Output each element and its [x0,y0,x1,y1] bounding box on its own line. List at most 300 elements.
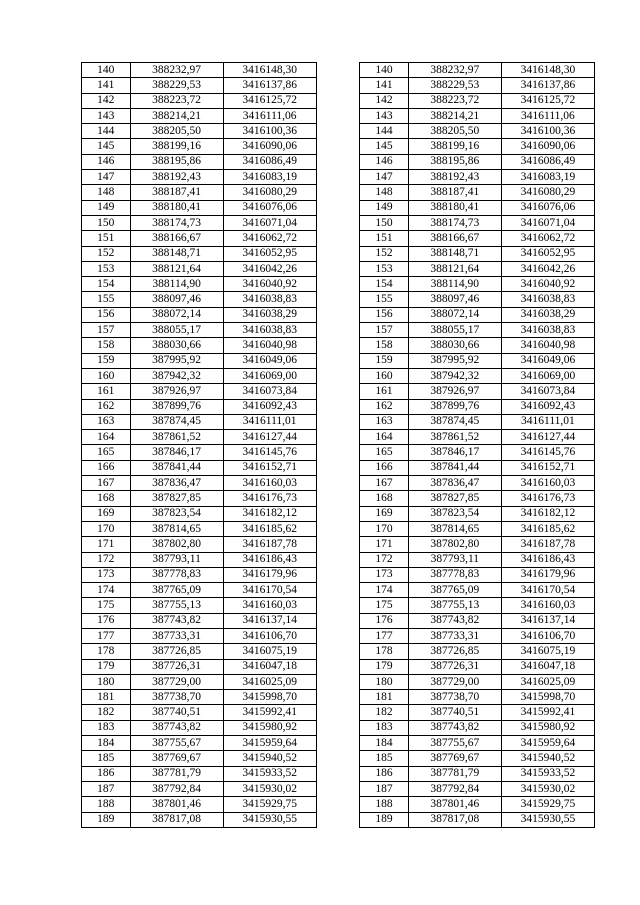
left-x-coordinate: 388180,41 [130,200,223,215]
left-x-coordinate: 387740,51 [130,705,223,720]
left-y-coordinate: 3416106,70 [223,628,316,643]
column-gap [316,491,360,506]
left-x-coordinate: 387738,70 [130,690,223,705]
table-row [82,781,595,796]
left-x-coordinate: 387861,52 [130,430,223,445]
right-x-coordinate: 387823,54 [408,506,501,521]
right-x-coordinate: 387793,11 [408,552,501,567]
column-gap [316,567,360,582]
table-row [82,445,595,460]
right-point-number: 148 [360,185,409,200]
right-y-coordinate: 3415998,70 [501,690,594,705]
column-gap [316,445,360,460]
left-x-coordinate: 387926,97 [130,384,223,399]
left-x-coordinate: 387755,67 [130,736,223,751]
right-y-coordinate: 3416038,83 [501,292,594,307]
table-row [82,751,595,766]
right-y-coordinate: 3416025,09 [501,674,594,689]
column-gap [316,552,360,567]
left-x-coordinate: 387792,84 [130,781,223,796]
table-row [82,812,595,827]
left-point-number: 177 [82,628,131,643]
right-x-coordinate: 388114,90 [408,277,501,292]
right-x-coordinate: 387846,17 [408,445,501,460]
left-point-number: 156 [82,307,131,322]
right-y-coordinate: 3416071,04 [501,215,594,230]
right-x-coordinate: 388097,46 [408,292,501,307]
right-x-coordinate: 387781,79 [408,766,501,781]
table-row [82,399,595,414]
right-point-number: 159 [360,353,409,368]
right-y-coordinate: 3416145,76 [501,445,594,460]
right-point-number: 155 [360,292,409,307]
right-x-coordinate: 387755,67 [408,736,501,751]
table-row [82,430,595,445]
left-y-coordinate: 3416145,76 [223,445,316,460]
left-x-coordinate: 388195,86 [130,154,223,169]
left-point-number: 181 [82,690,131,705]
right-point-number: 179 [360,659,409,674]
right-x-coordinate: 388223,72 [408,93,501,108]
table-row [82,552,595,567]
right-point-number: 188 [360,797,409,812]
column-gap [316,690,360,705]
right-x-coordinate: 387814,65 [408,521,501,536]
coordinates-table [81,62,595,828]
right-y-coordinate: 3416125,72 [501,93,594,108]
left-y-coordinate: 3415992,41 [223,705,316,720]
left-y-coordinate: 3416160,03 [223,476,316,491]
right-y-coordinate: 3416100,36 [501,124,594,139]
left-point-number: 146 [82,154,131,169]
table-row [82,185,595,200]
right-point-number: 171 [360,537,409,552]
left-point-number: 160 [82,368,131,383]
column-gap [316,414,360,429]
column-gap [316,521,360,536]
right-point-number: 158 [360,338,409,353]
left-y-coordinate: 3416083,19 [223,170,316,185]
right-x-coordinate: 387740,51 [408,705,501,720]
right-point-number: 160 [360,368,409,383]
left-x-coordinate: 387817,08 [130,812,223,827]
left-point-number: 171 [82,537,131,552]
column-gap [316,674,360,689]
column-gap [316,368,360,383]
right-y-coordinate: 3416040,92 [501,277,594,292]
table-row [82,598,595,613]
left-point-number: 179 [82,659,131,674]
right-point-number: 187 [360,781,409,796]
left-point-number: 169 [82,506,131,521]
right-point-number: 177 [360,628,409,643]
right-point-number: 143 [360,108,409,123]
right-x-coordinate: 388180,41 [408,200,501,215]
column-gap [316,307,360,322]
left-y-coordinate: 3415959,64 [223,736,316,751]
right-x-coordinate: 387801,46 [408,797,501,812]
left-y-coordinate: 3416038,83 [223,323,316,338]
left-point-number: 186 [82,766,131,781]
right-point-number: 170 [360,521,409,536]
column-gap [316,705,360,720]
table-row [82,384,595,399]
table-row [82,124,595,139]
right-y-coordinate: 3416137,86 [501,78,594,93]
right-x-coordinate: 388148,71 [408,246,501,261]
right-point-number: 182 [360,705,409,720]
column-gap [316,797,360,812]
table-row [82,307,595,322]
table-row [82,338,595,353]
right-x-coordinate: 388199,16 [408,139,501,154]
table-row [82,414,595,429]
left-x-coordinate: 388223,72 [130,93,223,108]
left-point-number: 182 [82,705,131,720]
right-point-number: 178 [360,644,409,659]
right-point-number: 166 [360,460,409,475]
right-y-coordinate: 3416069,00 [501,368,594,383]
table-row [82,277,595,292]
right-x-coordinate: 387817,08 [408,812,501,827]
column-gap [316,781,360,796]
right-x-coordinate: 387827,85 [408,491,501,506]
right-y-coordinate: 3416179,96 [501,567,594,582]
right-point-number: 153 [360,261,409,276]
left-x-coordinate: 388187,41 [130,185,223,200]
right-y-coordinate: 3416038,83 [501,323,594,338]
right-point-number: 140 [360,63,409,78]
right-x-coordinate: 387778,83 [408,567,501,582]
right-x-coordinate: 388174,73 [408,215,501,230]
left-x-coordinate: 388214,21 [130,108,223,123]
column-gap [316,506,360,521]
left-x-coordinate: 388232,97 [130,63,223,78]
right-y-coordinate: 3416106,70 [501,628,594,643]
left-y-coordinate: 3415929,75 [223,797,316,812]
left-y-coordinate: 3416038,29 [223,307,316,322]
table-row [82,644,595,659]
right-y-coordinate: 3416040,98 [501,338,594,353]
right-x-coordinate: 387792,84 [408,781,501,796]
left-x-coordinate: 387726,31 [130,659,223,674]
right-x-coordinate: 387802,80 [408,537,501,552]
right-point-number: 189 [360,812,409,827]
right-point-number: 142 [360,93,409,108]
column-gap [316,108,360,123]
right-y-coordinate: 3416111,01 [501,414,594,429]
left-y-coordinate: 3416090,06 [223,139,316,154]
left-y-coordinate: 3416160,03 [223,598,316,613]
right-y-coordinate: 3416160,03 [501,598,594,613]
table-row [82,506,595,521]
left-point-number: 148 [82,185,131,200]
left-point-number: 163 [82,414,131,429]
left-y-coordinate: 3416187,78 [223,537,316,552]
right-x-coordinate: 388055,17 [408,323,501,338]
left-point-number: 180 [82,674,131,689]
column-gap [316,277,360,292]
table-row [82,215,595,230]
right-point-number: 161 [360,384,409,399]
right-x-coordinate: 387755,13 [408,598,501,613]
left-y-coordinate: 3416152,71 [223,460,316,475]
left-y-coordinate: 3416179,96 [223,567,316,582]
right-x-coordinate: 388030,66 [408,338,501,353]
left-x-coordinate: 388097,46 [130,292,223,307]
column-gap [316,659,360,674]
left-y-coordinate: 3416052,95 [223,246,316,261]
left-x-coordinate: 387827,85 [130,491,223,506]
left-point-number: 141 [82,78,131,93]
left-y-coordinate: 3416186,43 [223,552,316,567]
left-y-coordinate: 3416137,86 [223,78,316,93]
left-y-coordinate: 3416125,72 [223,93,316,108]
right-y-coordinate: 3416137,14 [501,613,594,628]
right-x-coordinate: 387942,32 [408,368,501,383]
right-x-coordinate: 387743,82 [408,613,501,628]
left-point-number: 185 [82,751,131,766]
left-point-number: 142 [82,93,131,108]
right-point-number: 181 [360,690,409,705]
left-x-coordinate: 387769,67 [130,751,223,766]
table-row [82,628,595,643]
left-x-coordinate: 387836,47 [130,476,223,491]
right-y-coordinate: 3416176,73 [501,491,594,506]
right-point-number: 175 [360,598,409,613]
right-x-coordinate: 388072,14 [408,307,501,322]
left-point-number: 154 [82,277,131,292]
left-x-coordinate: 387823,54 [130,506,223,521]
left-x-coordinate: 387846,17 [130,445,223,460]
left-x-coordinate: 388148,71 [130,246,223,261]
left-y-coordinate: 3416111,06 [223,108,316,123]
left-x-coordinate: 387733,31 [130,628,223,643]
column-gap [316,185,360,200]
table-row [82,491,595,506]
right-point-number: 173 [360,567,409,582]
right-y-coordinate: 3416086,49 [501,154,594,169]
right-x-coordinate: 388229,53 [408,78,501,93]
right-point-number: 157 [360,323,409,338]
right-x-coordinate: 388121,64 [408,261,501,276]
column-gap [316,430,360,445]
left-x-coordinate: 388205,50 [130,124,223,139]
right-point-number: 169 [360,506,409,521]
table-row [82,93,595,108]
right-point-number: 174 [360,583,409,598]
right-point-number: 163 [360,414,409,429]
left-point-number: 183 [82,720,131,735]
table-row [82,78,595,93]
right-x-coordinate: 387765,09 [408,583,501,598]
right-point-number: 150 [360,215,409,230]
left-x-coordinate: 387801,46 [130,797,223,812]
table-row [82,353,595,368]
right-y-coordinate: 3416042,26 [501,261,594,276]
column-gap [316,323,360,338]
left-point-number: 149 [82,200,131,215]
left-point-number: 143 [82,108,131,123]
right-x-coordinate: 387995,92 [408,353,501,368]
left-y-coordinate: 3415998,70 [223,690,316,705]
column-gap [316,154,360,169]
left-y-coordinate: 3416071,04 [223,215,316,230]
column-gap [316,720,360,735]
right-point-number: 141 [360,78,409,93]
right-y-coordinate: 3416111,06 [501,108,594,123]
left-point-number: 147 [82,170,131,185]
left-point-number: 172 [82,552,131,567]
left-point-number: 187 [82,781,131,796]
left-x-coordinate: 388072,14 [130,307,223,322]
left-point-number: 189 [82,812,131,827]
left-x-coordinate: 387899,76 [130,399,223,414]
column-gap [316,460,360,475]
left-y-coordinate: 3416086,49 [223,154,316,169]
left-point-number: 153 [82,261,131,276]
right-x-coordinate: 387738,70 [408,690,501,705]
right-y-coordinate: 3416182,12 [501,506,594,521]
table-row [82,736,595,751]
right-x-coordinate: 387729,00 [408,674,501,689]
column-gap [316,537,360,552]
column-gap [316,63,360,78]
column-gap [316,583,360,598]
left-y-coordinate: 3416069,00 [223,368,316,383]
left-y-coordinate: 3415980,92 [223,720,316,735]
left-x-coordinate: 388192,43 [130,170,223,185]
left-point-number: 168 [82,491,131,506]
left-x-coordinate: 387726,85 [130,644,223,659]
column-gap [316,736,360,751]
column-gap [316,766,360,781]
right-x-coordinate: 387836,47 [408,476,501,491]
table-row [82,690,595,705]
left-y-coordinate: 3415933,52 [223,766,316,781]
left-y-coordinate: 3415930,55 [223,812,316,827]
table-row [82,521,595,536]
table-row [82,720,595,735]
left-y-coordinate: 3416176,73 [223,491,316,506]
right-y-coordinate: 3415992,41 [501,705,594,720]
right-point-number: 180 [360,674,409,689]
left-x-coordinate: 387995,92 [130,353,223,368]
left-y-coordinate: 3416073,84 [223,384,316,399]
left-x-coordinate: 388030,66 [130,338,223,353]
left-point-number: 152 [82,246,131,261]
right-y-coordinate: 3416152,71 [501,460,594,475]
left-y-coordinate: 3416111,01 [223,414,316,429]
left-x-coordinate: 387765,09 [130,583,223,598]
column-gap [316,215,360,230]
right-point-number: 149 [360,200,409,215]
right-y-coordinate: 3416127,44 [501,430,594,445]
left-y-coordinate: 3416040,92 [223,277,316,292]
left-x-coordinate: 388121,64 [130,261,223,276]
table-row [82,246,595,261]
right-y-coordinate: 3415930,55 [501,812,594,827]
left-y-coordinate: 3416062,72 [223,231,316,246]
column-gap [316,476,360,491]
column-gap [316,292,360,307]
left-point-number: 145 [82,139,131,154]
table-row [82,108,595,123]
right-point-number: 156 [360,307,409,322]
right-point-number: 184 [360,736,409,751]
left-y-coordinate: 3416042,26 [223,261,316,276]
right-point-number: 152 [360,246,409,261]
right-y-coordinate: 3416047,18 [501,659,594,674]
right-y-coordinate: 3416187,78 [501,537,594,552]
table-row [82,200,595,215]
left-y-coordinate: 3416075,19 [223,644,316,659]
table-row [82,261,595,276]
left-y-coordinate: 3416185,62 [223,521,316,536]
column-gap [316,399,360,414]
right-x-coordinate: 388187,41 [408,185,501,200]
column-gap [316,200,360,215]
right-point-number: 146 [360,154,409,169]
left-x-coordinate: 387841,44 [130,460,223,475]
left-y-coordinate: 3416076,06 [223,200,316,215]
left-point-number: 150 [82,215,131,230]
right-y-coordinate: 3416076,06 [501,200,594,215]
left-point-number: 157 [82,323,131,338]
column-gap [316,384,360,399]
left-x-coordinate: 387778,83 [130,567,223,582]
table-row [82,583,595,598]
right-y-coordinate: 3416148,30 [501,63,594,78]
table-row [82,460,595,475]
left-x-coordinate: 387729,00 [130,674,223,689]
left-point-number: 151 [82,231,131,246]
right-y-coordinate: 3416092,43 [501,399,594,414]
left-y-coordinate: 3416148,30 [223,63,316,78]
table-row [82,766,595,781]
right-point-number: 168 [360,491,409,506]
left-x-coordinate: 388166,67 [130,231,223,246]
left-point-number: 155 [82,292,131,307]
left-y-coordinate: 3416047,18 [223,659,316,674]
left-y-coordinate: 3416127,44 [223,430,316,445]
left-x-coordinate: 387793,11 [130,552,223,567]
left-x-coordinate: 388055,17 [130,323,223,338]
right-x-coordinate: 388214,21 [408,108,501,123]
right-y-coordinate: 3416062,72 [501,231,594,246]
column-gap [316,338,360,353]
left-x-coordinate: 387743,82 [130,613,223,628]
coordinates-table-body [82,63,595,828]
left-y-coordinate: 3416040,98 [223,338,316,353]
table-row [82,476,595,491]
right-x-coordinate: 388232,97 [408,63,501,78]
left-point-number: 174 [82,583,131,598]
right-y-coordinate: 3416038,29 [501,307,594,322]
left-y-coordinate: 3416170,54 [223,583,316,598]
right-y-coordinate: 3416052,95 [501,246,594,261]
column-gap [316,261,360,276]
left-point-number: 176 [82,613,131,628]
left-x-coordinate: 387874,45 [130,414,223,429]
table-row [82,63,595,78]
table-row [82,154,595,169]
right-x-coordinate: 387733,31 [408,628,501,643]
right-y-coordinate: 3415959,64 [501,736,594,751]
right-point-number: 147 [360,170,409,185]
left-point-number: 167 [82,476,131,491]
left-point-number: 188 [82,797,131,812]
